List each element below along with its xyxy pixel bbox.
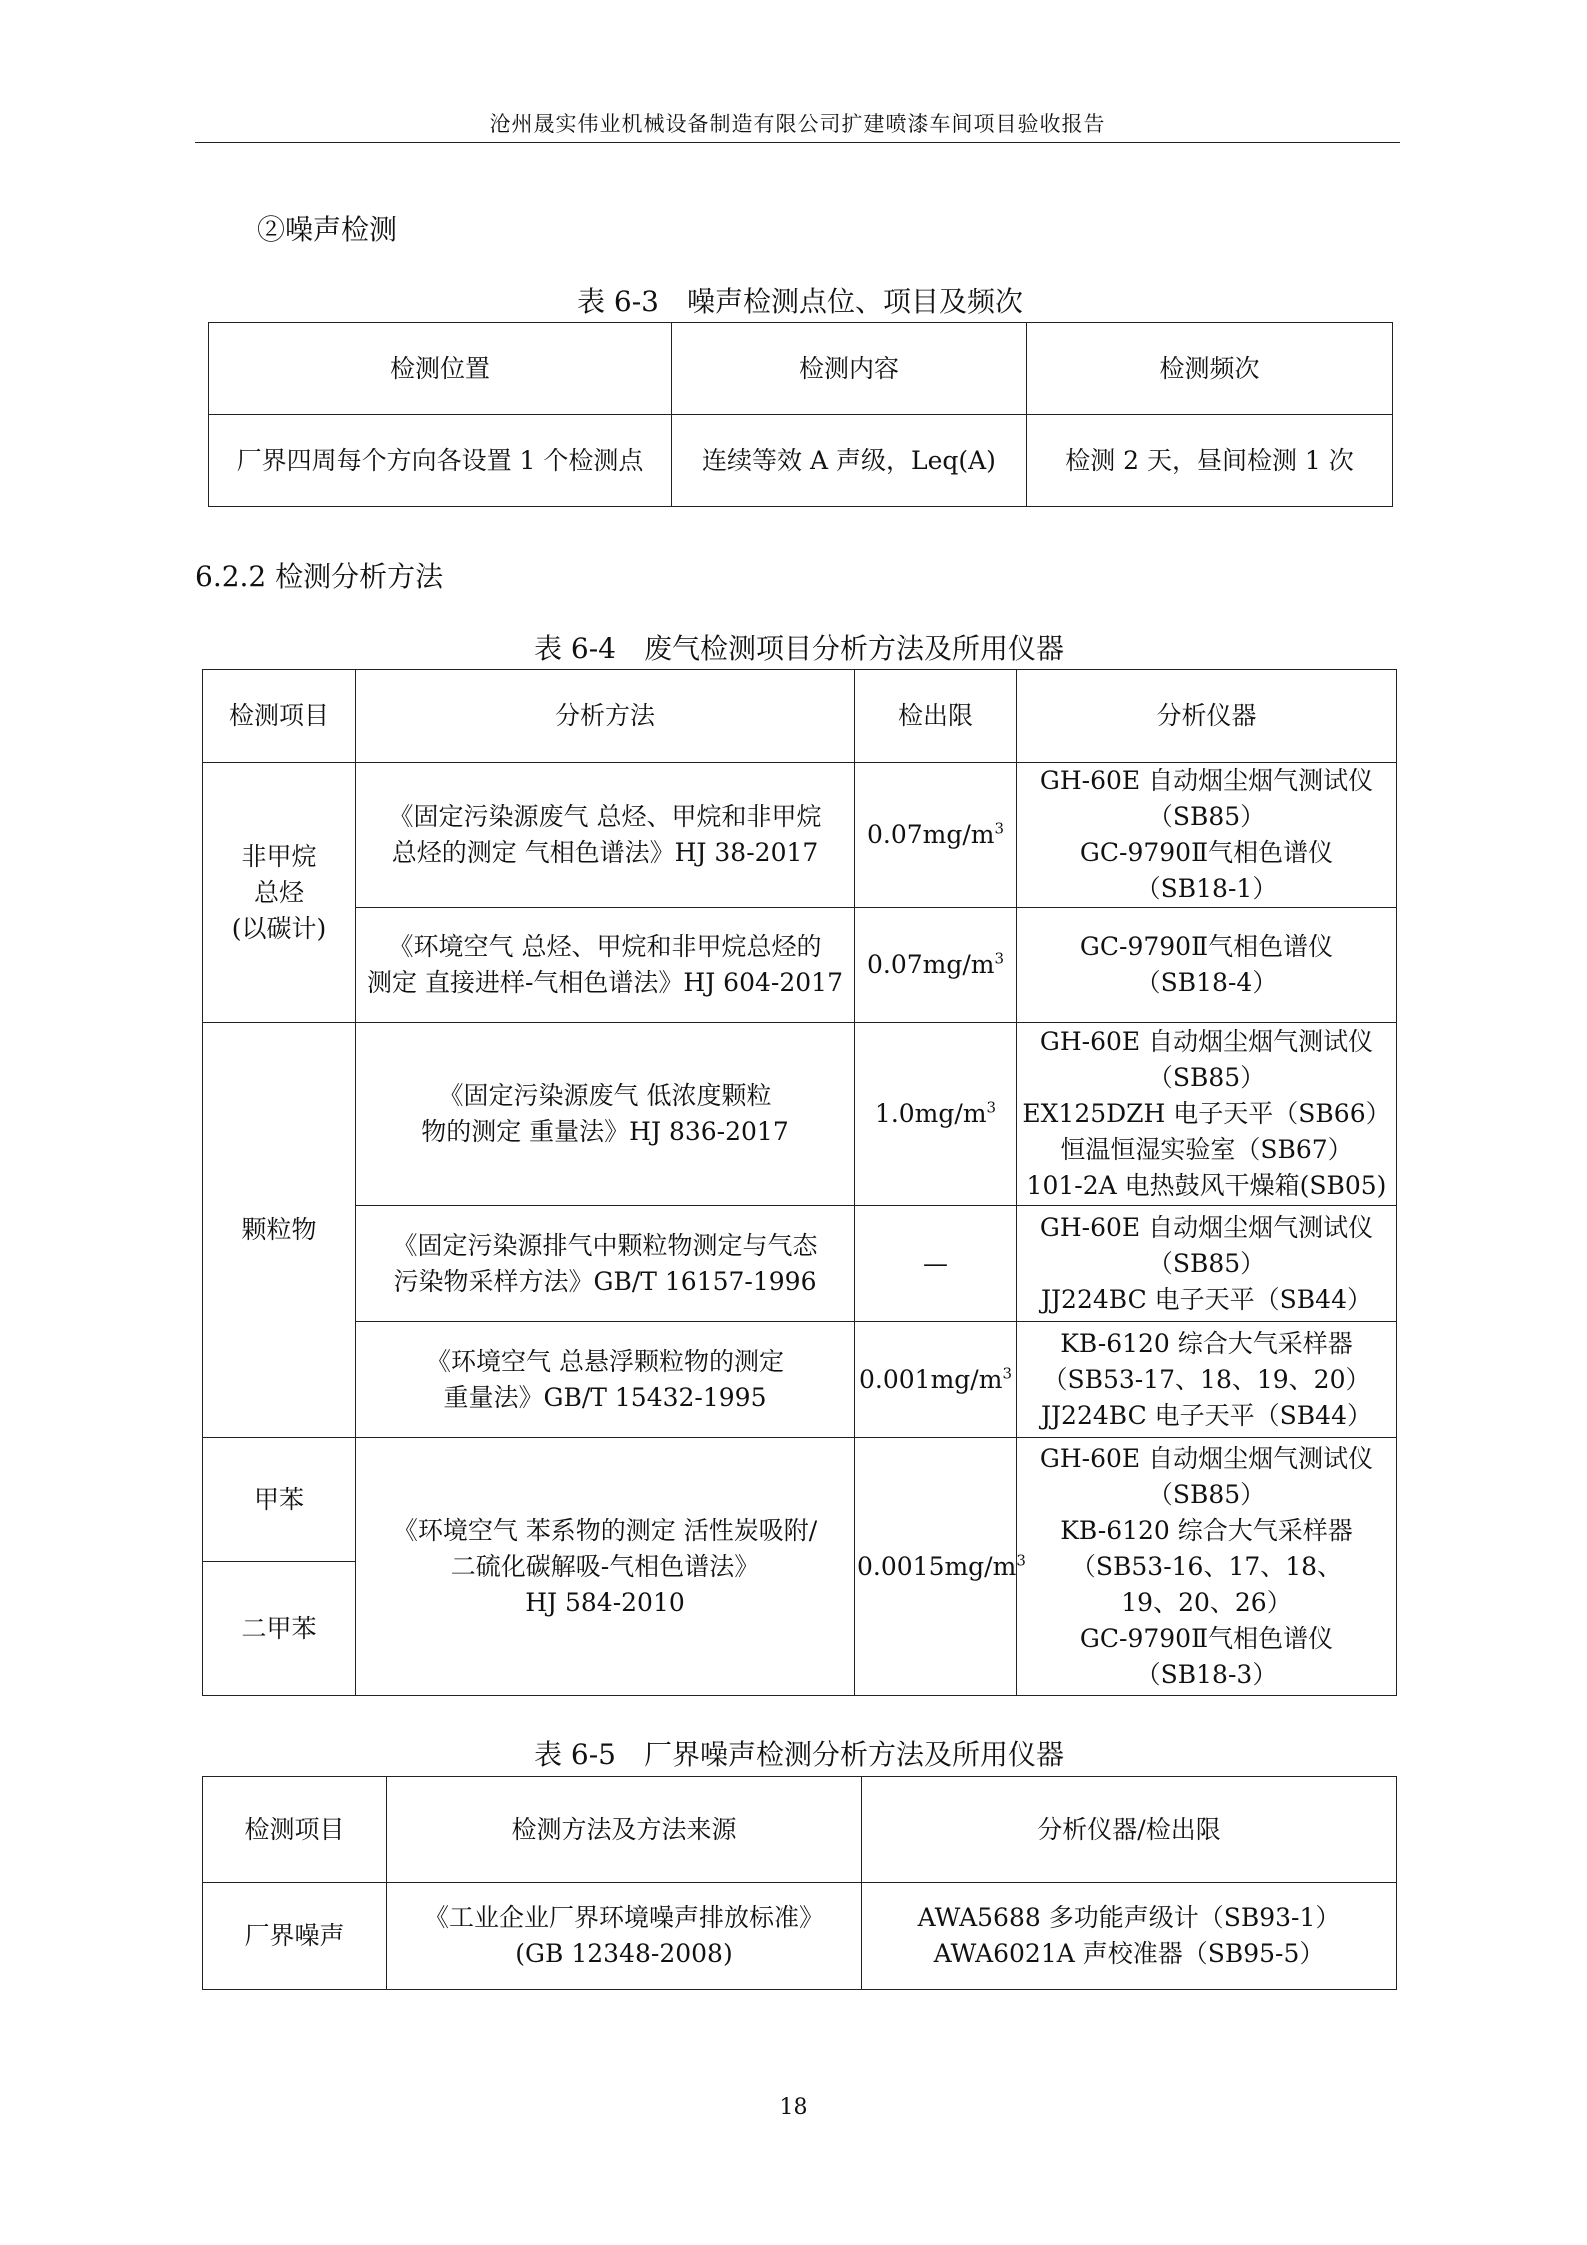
table-header-row: [203, 670, 1397, 763]
cell-method: 《环境空气 苯系物的测定 活性炭吸附/ 二硫化碳解吸-气相色谱法》 HJ 584-2010: [356, 1438, 855, 1696]
header-instrument: 分析仪器: [1017, 670, 1397, 763]
cell-instrument: GH-60E 自动烟尘烟气测试仪 （SB85） GC-9790Ⅱ气相色谱仪 （SB18-1）: [1017, 763, 1397, 908]
table-row: [203, 763, 1397, 908]
cell-limit: —: [855, 1206, 1017, 1322]
header-limit: 检出限: [855, 670, 1017, 763]
cell-instrument: GH-60E 自动烟尘烟气测试仪 （SB85） EX125DZH 电子天平（SB66） 恒温恒湿实验室（SB67） 101-2A 电热鼓风干燥箱(SB05): [1017, 1023, 1397, 1206]
header-rule: [195, 142, 1400, 143]
cell-item: 厂界噪声: [203, 1883, 387, 1990]
header-method: 分析方法: [356, 670, 855, 763]
cell-method: 《固定污染源废气 低浓度颗粒 物的测定 重量法》HJ 836-2017: [356, 1023, 855, 1206]
caption-number: 表 6-5: [533, 1738, 616, 1771]
table-6-4-caption: [202, 627, 1396, 667]
cell-instrument: GC-9790Ⅱ气相色谱仪 （SB18-4）: [1017, 908, 1397, 1023]
cell-method: 《工业企业厂界环境噪声排放标准》 (GB 12348-2008): [387, 1883, 862, 1990]
table-row: [203, 1438, 1397, 1562]
table-6-3: [208, 322, 1393, 507]
cell-item-xylene: 二甲苯: [203, 1562, 356, 1696]
header-content: 检测内容: [672, 323, 1027, 415]
cell-limit: $0.07mg/m^3$: [855, 908, 1017, 1023]
cell-limit: $0.07mg/m^3$: [855, 763, 1017, 908]
cell-limit: $0.0015mg/m^3$: [855, 1438, 1017, 1696]
cell-limit: $1.0mg/m^3$: [855, 1023, 1017, 1206]
cell-item-particulate: 颗粒物: [203, 1023, 356, 1438]
caption-number: 表 6-4: [533, 632, 616, 665]
table-6-5-caption: [202, 1733, 1396, 1773]
cell-content: 连续等效 A 声级，Leq(A): [672, 415, 1027, 507]
page-number: 18: [779, 2095, 808, 2120]
header-item: 检测项目: [203, 1777, 387, 1883]
table-header-row: [209, 323, 1393, 415]
header-instrument: 分析仪器/检出限: [862, 1777, 1397, 1883]
cell-instrument: GH-60E 自动烟尘烟气测试仪 （SB85） JJ224BC 电子天平（SB44）: [1017, 1206, 1397, 1322]
table-row: [203, 1023, 1397, 1206]
cell-instrument: AWA5688 多功能声级计（SB93-1） AWA6021A 声校准器（SB95-5）: [862, 1883, 1397, 1990]
cell-item-toluene: 甲苯: [203, 1438, 356, 1562]
table-header-row: [203, 1777, 1397, 1883]
cell-instrument: GH-60E 自动烟尘烟气测试仪 （SB85） KB-6120 综合大气采样器 （SB53-16、17、18、 19、20、26） GC-9790Ⅱ气相色谱仪 （SB18-3）: [1017, 1438, 1397, 1696]
cell-location: 厂界四周每个方向各设置 1 个检测点: [209, 415, 672, 507]
table-row: [203, 1883, 1397, 1990]
cell-limit: $0.001mg/m^3$: [855, 1322, 1017, 1438]
cell-method: 《环境空气 总烃、甲烷和非甲烷总烃的 测定 直接进样-气相色谱法》HJ 604-2017: [356, 908, 855, 1023]
header-frequency: 检测频次: [1027, 323, 1393, 415]
table-row: [203, 908, 1397, 1023]
caption-number: 表 6-3: [576, 285, 659, 318]
running-header: 沧州晟实伟业机械设备制造有限公司扩建喷漆车间项目验收报告: [489, 112, 1106, 136]
table-row: [203, 1206, 1397, 1322]
noise-heading: ②噪声检测: [257, 213, 398, 246]
table-6-5: [202, 1776, 1397, 1990]
header-item: 检测项目: [203, 670, 356, 763]
header-location: 检测位置: [209, 323, 672, 415]
table-6-4: [202, 669, 1397, 1696]
table-row: [203, 1322, 1397, 1438]
cell-instrument: KB-6120 综合大气采样器 （SB53-17、18、19、20） JJ224BC 电子天平（SB44）: [1017, 1322, 1397, 1438]
table-6-3-caption: [208, 280, 1392, 320]
table-row: [209, 415, 1393, 507]
caption-title: 厂界噪声检测分析方法及所用仪器: [643, 1738, 1064, 1771]
cell-method: 《固定污染源废气 总烃、甲烷和非甲烷 总烃的测定 气相色谱法》HJ 38-2017: [356, 763, 855, 908]
cell-method: 《固定污染源排气中颗粒物测定与气态 污染物采样方法》GB/T 16157-1996: [356, 1206, 855, 1322]
header-method: 检测方法及方法来源: [387, 1777, 862, 1883]
caption-title: 噪声检测点位、项目及频次: [686, 285, 1023, 318]
cell-item-nmhc: 非甲烷 总烃 (以碳计): [203, 763, 356, 1023]
caption-title: 废气检测项目分析方法及所用仪器: [643, 632, 1064, 665]
cell-method: 《环境空气 总悬浮颗粒物的测定 重量法》GB/T 15432-1995: [356, 1322, 855, 1438]
section-6-2-2-heading: 6.2.2 检测分析方法: [195, 560, 444, 593]
cell-frequency: 检测 2 天，昼间检测 1 次: [1027, 415, 1393, 507]
